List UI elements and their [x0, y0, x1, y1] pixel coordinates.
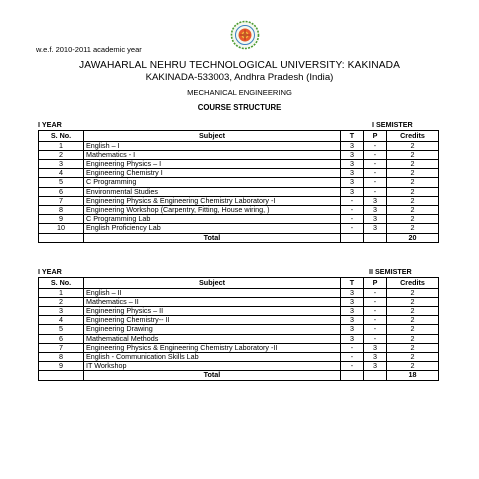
row-sno: 8	[39, 352, 84, 361]
row-practical: -	[364, 288, 387, 297]
col-p-header: P	[364, 131, 387, 142]
row-practical: -	[364, 316, 387, 325]
row-credits: 2	[387, 196, 439, 205]
col-t-header: T	[341, 131, 364, 142]
total-p-cell	[364, 371, 387, 380]
row-practical: -	[364, 306, 387, 315]
row-subject: C Programming Lab	[84, 215, 341, 224]
row-subject: Engineering Workshop (Carpentry, Fitting, House wiring, )	[84, 205, 341, 214]
sem1-year-label: I YEAR	[38, 120, 62, 129]
row-sno: 7	[39, 196, 84, 205]
table-row	[39, 205, 439, 214]
col-credits-header: Credits	[387, 131, 439, 142]
row-subject: Engineering Physics – I	[84, 159, 341, 168]
col-t-header: T	[341, 278, 364, 289]
row-theory: -	[341, 224, 364, 233]
row-subject: Mathematics – II	[84, 297, 341, 306]
row-subject: Mathematical Methods	[84, 334, 341, 343]
col-sno-header: S. No.	[39, 278, 84, 289]
total-t-cell	[341, 233, 364, 242]
sem2-semester-label: II SEMISTER	[369, 267, 412, 276]
row-credits: 2	[387, 159, 439, 168]
total-label: Total	[84, 233, 341, 242]
row-subject: IT Workshop	[84, 362, 341, 371]
table-row	[39, 343, 439, 352]
row-theory: 3	[341, 169, 364, 178]
department-name: MECHANICAL ENGINEERING	[187, 88, 292, 97]
row-theory: -	[341, 215, 364, 224]
row-credits: 2	[387, 316, 439, 325]
table-row	[39, 334, 439, 343]
total-credits: 20	[387, 233, 439, 242]
row-credits: 2	[387, 334, 439, 343]
table-row	[39, 297, 439, 306]
row-credits: 2	[387, 325, 439, 334]
row-credits: 2	[387, 205, 439, 214]
col-sno-header: S. No.	[39, 131, 84, 142]
row-practical: -	[364, 150, 387, 159]
row-subject: Engineering Physics & Engineering Chemistry Laboratory -II	[84, 343, 341, 352]
row-theory: 3	[341, 325, 364, 334]
row-sno: 7	[39, 343, 84, 352]
row-practical: -	[364, 187, 387, 196]
row-credits: 2	[387, 150, 439, 159]
row-sno: 8	[39, 205, 84, 214]
row-practical: -	[364, 159, 387, 168]
row-subject: Environmental Studies	[84, 187, 341, 196]
row-credits: 2	[387, 343, 439, 352]
row-subject: English - Communication Skills Lab	[84, 352, 341, 361]
table-header-row	[39, 131, 439, 142]
table-row	[39, 325, 439, 334]
row-sno: 1	[39, 141, 84, 150]
row-theory: 3	[341, 297, 364, 306]
row-credits: 2	[387, 178, 439, 187]
university-logo	[230, 20, 260, 50]
row-practical: -	[364, 334, 387, 343]
row-credits: 2	[387, 169, 439, 178]
col-p-header: P	[364, 278, 387, 289]
row-subject: English – I	[84, 141, 341, 150]
row-subject: Engineering Physics – II	[84, 306, 341, 315]
row-practical: -	[364, 325, 387, 334]
row-practical: -	[364, 178, 387, 187]
total-label: Total	[84, 371, 341, 380]
table-row	[39, 288, 439, 297]
row-credits: 2	[387, 352, 439, 361]
table-row	[39, 306, 439, 315]
total-credits: 18	[387, 371, 439, 380]
total-t-cell	[341, 371, 364, 380]
row-theory: 3	[341, 141, 364, 150]
table-header-row	[39, 278, 439, 289]
row-practical: -	[364, 169, 387, 178]
effective-year-note: w.e.f. 2010-2011 academic year	[36, 45, 142, 54]
document-title: COURSE STRUCTURE	[197, 103, 282, 112]
col-subject-header: Subject	[84, 131, 341, 142]
row-sno: 2	[39, 150, 84, 159]
row-practical: 3	[364, 362, 387, 371]
col-subject-header: Subject	[84, 278, 341, 289]
table-row	[39, 352, 439, 361]
row-theory: 3	[341, 150, 364, 159]
total-row	[39, 371, 439, 380]
col-credits-header: Credits	[387, 278, 439, 289]
table-row	[39, 215, 439, 224]
row-practical: -	[364, 297, 387, 306]
row-theory: -	[341, 343, 364, 352]
row-theory: 3	[341, 159, 364, 168]
total-p-cell	[364, 233, 387, 242]
row-sno: 5	[39, 178, 84, 187]
row-credits: 2	[387, 362, 439, 371]
row-theory: 3	[341, 178, 364, 187]
row-subject: Engineering Chemistry-- II	[84, 316, 341, 325]
row-sno: 9	[39, 362, 84, 371]
row-sno: 9	[39, 215, 84, 224]
total-blank-cell	[39, 233, 84, 242]
row-subject: English – II	[84, 288, 341, 297]
row-theory: 3	[341, 288, 364, 297]
row-practical: 3	[364, 215, 387, 224]
row-credits: 2	[387, 224, 439, 233]
row-credits: 2	[387, 288, 439, 297]
row-theory: 3	[341, 334, 364, 343]
row-subject: Engineering Physics & Engineering Chemistry Laboratory -I	[84, 196, 341, 205]
table-row	[39, 224, 439, 233]
university-name: JAWAHARLAL NEHRU TECHNOLOGICAL UNIVERSITY: KAKINADA	[79, 60, 400, 71]
row-sno: 4	[39, 316, 84, 325]
row-practical: -	[364, 141, 387, 150]
row-credits: 2	[387, 297, 439, 306]
table-row	[39, 169, 439, 178]
row-subject: Mathematics - I	[84, 150, 341, 159]
row-theory: -	[341, 196, 364, 205]
row-sno: 1	[39, 288, 84, 297]
row-practical: 3	[364, 352, 387, 361]
row-practical: 3	[364, 343, 387, 352]
row-theory: -	[341, 205, 364, 214]
row-credits: 2	[387, 141, 439, 150]
row-sno: 10	[39, 224, 84, 233]
row-theory: 3	[341, 316, 364, 325]
row-practical: 3	[364, 196, 387, 205]
table-row	[39, 196, 439, 205]
row-subject: English Proficiency Lab	[84, 224, 341, 233]
table-row	[39, 316, 439, 325]
total-row	[39, 233, 439, 242]
row-sno: 3	[39, 159, 84, 168]
row-credits: 2	[387, 215, 439, 224]
row-credits: 2	[387, 187, 439, 196]
table-row	[39, 159, 439, 168]
row-theory: 3	[341, 187, 364, 196]
row-sno: 3	[39, 306, 84, 315]
row-practical: 3	[364, 224, 387, 233]
table-row	[39, 187, 439, 196]
row-sno: 5	[39, 325, 84, 334]
table-row	[39, 178, 439, 187]
sem1-semester-label: I SEMISTER	[372, 120, 413, 129]
table-row	[39, 150, 439, 159]
row-theory: -	[341, 352, 364, 361]
row-subject: Engineering Drawing	[84, 325, 341, 334]
table-row	[39, 362, 439, 371]
row-theory: 3	[341, 306, 364, 315]
sem2-year-label: I YEAR	[38, 267, 62, 276]
row-sno: 2	[39, 297, 84, 306]
row-practical: 3	[364, 205, 387, 214]
total-blank-cell	[39, 371, 84, 380]
sem2-course-table	[38, 277, 439, 381]
row-subject: Engineering Chemistry I	[84, 169, 341, 178]
row-sno: 6	[39, 187, 84, 196]
row-sno: 6	[39, 334, 84, 343]
row-subject: C Programming	[84, 178, 341, 187]
row-sno: 4	[39, 169, 84, 178]
sem1-course-table	[38, 130, 439, 243]
university-address: KAKINADA-533003, Andhra Pradesh (India)	[145, 72, 334, 83]
row-theory: -	[341, 362, 364, 371]
row-credits: 2	[387, 306, 439, 315]
table-row	[39, 141, 439, 150]
